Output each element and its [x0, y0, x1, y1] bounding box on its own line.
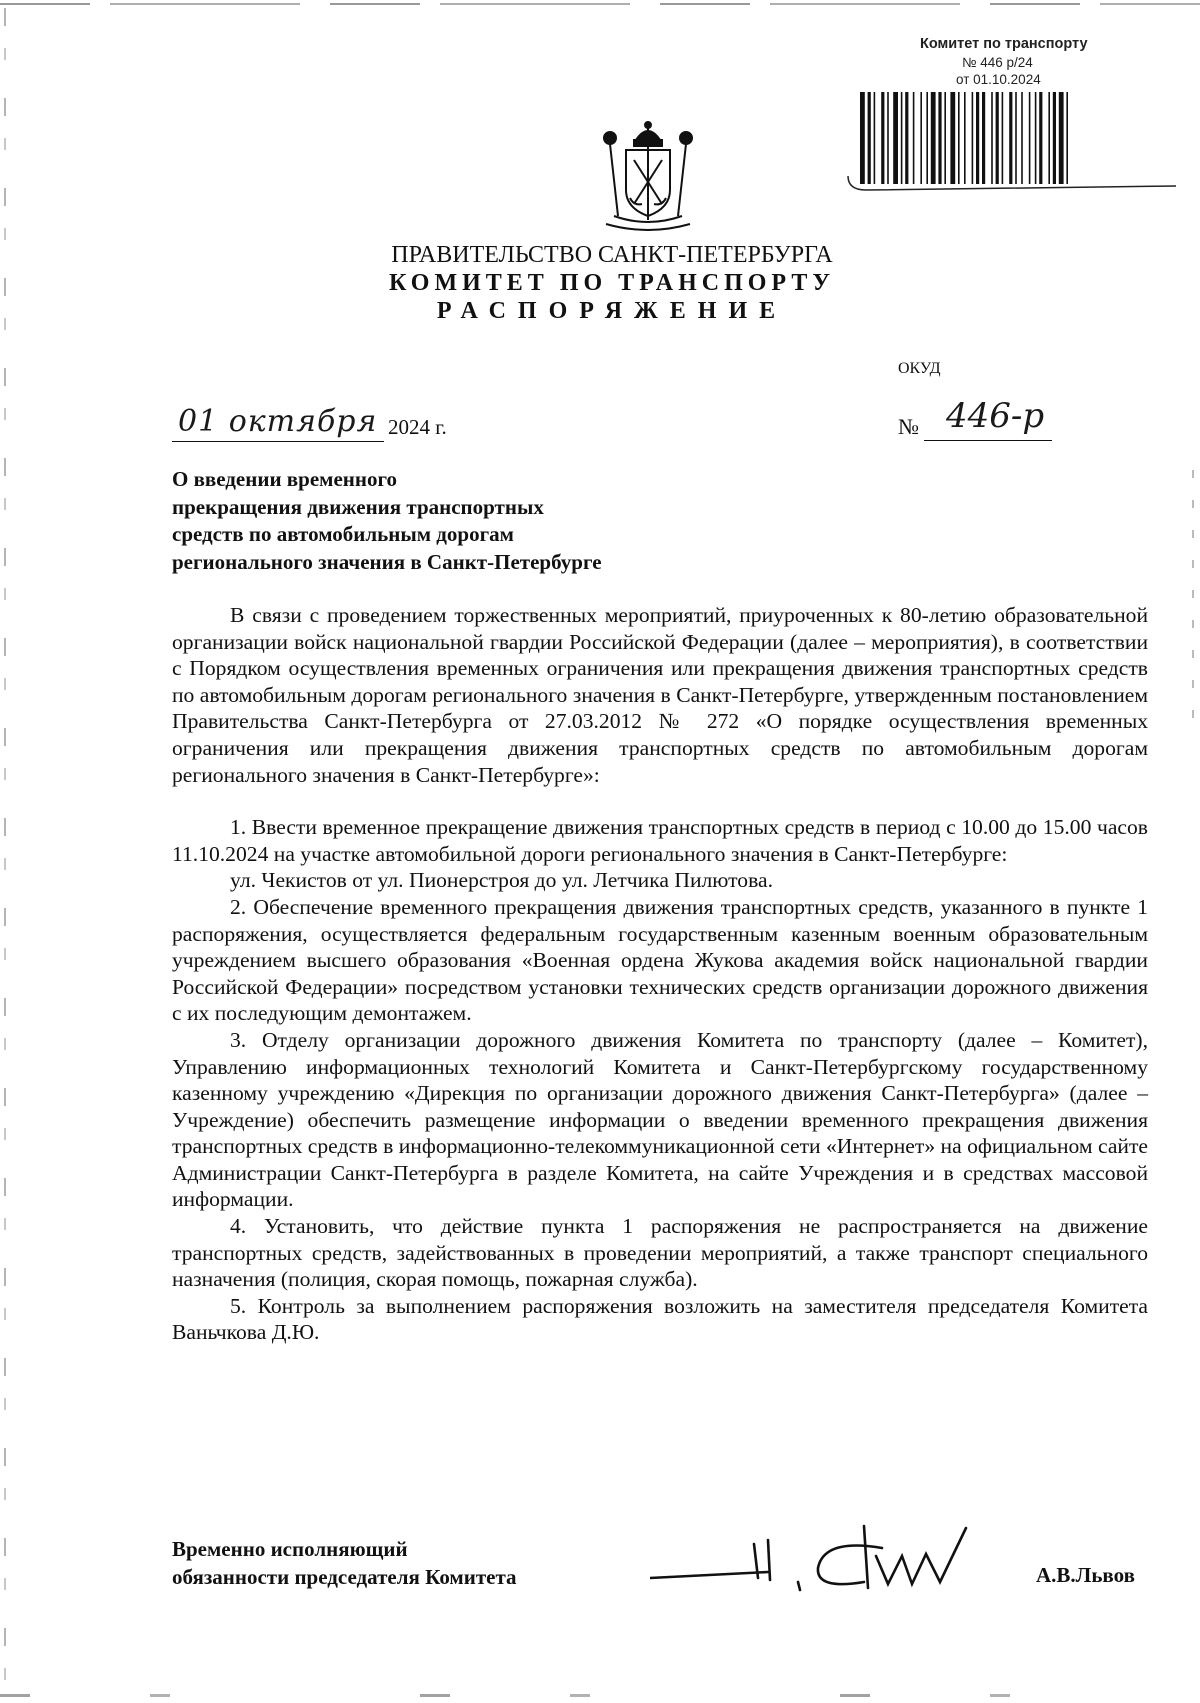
stamp-underline — [846, 174, 1192, 214]
scan-edge-right — [1192, 470, 1194, 720]
stamp-date: от 01.10.2024 — [956, 72, 1041, 87]
handwritten-date: 01 октября — [178, 404, 378, 439]
handwritten-number: 446-р — [946, 396, 1045, 436]
order-body — [172, 602, 1148, 1346]
document-type-title: РАСПОРЯЖЕНИЕ — [436, 298, 788, 324]
subject-line: О введении временного — [172, 467, 397, 491]
registration-stamp — [846, 34, 1192, 214]
scan-edge-top — [0, 3, 1200, 5]
item-1-paragraph: 1. Ввести временное прекращение движения транспортных средств в период с 10.00 до 15.00 часов 11.10.2024 на участке автомобильной дороги регионального значения в Санкт-Петербурге: — [172, 815, 1148, 866]
okud-label: ОКУД — [898, 360, 941, 377]
item-2-paragraph: 2. Обеспечение временного прекращения движения транспортных средств, указанного в пункте 1 распоряжения, осуществляется федеральным государственным казенным военным образовательным учреждением высшего образования «Военная ордена Жукова академия войск национальной гвардии Российской Федерации» посредством установки технических средств организации дорожного движения с их последующим демонтажем. — [172, 894, 1148, 1026]
signatory-title-line: обязанности председателя Комитета — [172, 1565, 517, 1589]
barcode-icon — [860, 92, 1160, 184]
order-subject — [172, 466, 602, 576]
order-date — [172, 404, 464, 444]
preamble-paragraph: В связи с проведением торжественных мероприятий, приуроченных к 80-летию образовательной организации войск национальной гвардии Российской Федерации (далее – мероприятия), в соответствии с Порядком осуществления временных ограничения или прекращения движения транспортных средств по автомобильным дорогам регионального значения в Санкт-Петербурге, утвержденным постановлением Правительства Санкт-Петербурга от 27.03.2012 № 272 «О порядке осуществления временных ограничения или прекращения движения транспортных средств по автомобильным дорогам регионального значения в Санкт-Петербурге»: — [172, 603, 1148, 787]
paragraph-gap — [172, 788, 1148, 814]
subject-line: регионального значения в Санкт-Петербурге — [172, 549, 602, 574]
subject-line: прекращения движения транспортных — [172, 494, 544, 519]
item-3-paragraph: 3. Отделу организации дорожного движения Комитета по транспорту (далее – Комитет), Управлению информационных технологий Комитета и Санкт-Петербургскому государственному казенному учреждению «Дирекция по организации дорожного движения Санкт-Петербурга» (далее – Учреждение) обеспечить размещение информации о введении временного прекращения движения транспортных средств в информационно-телекоммуникационной сети «Интернет» на официальном сайте Администрации Санкт-Петербурга в разделе Комитета, на сайте Учреждения и в средствах массовой информации. — [172, 1027, 1148, 1212]
item-1-street: ул. Чекистов от ул. Пионерстроя до ул. Летчика Пилютова. — [230, 868, 773, 893]
stamp-committee: Комитет по транспорту — [920, 36, 1088, 52]
signatory-title-line: Временно исполняющий — [172, 1537, 408, 1561]
date-year: 2024 г. — [388, 415, 447, 439]
coat-of-arms-icon — [600, 120, 696, 232]
signatory-name: А.В.Львов — [1036, 1563, 1135, 1587]
scan-edge-left — [4, 8, 6, 1688]
stamp-number: № 446 р/24 — [962, 55, 1033, 70]
order-number — [898, 396, 1068, 444]
subject-line: средств по автомобильным дорогам — [172, 522, 514, 546]
item-5-paragraph: 5. Контроль за выполнением распоряжения возложить на заместителя председателя Комитета Ваньчкова Д.Ю. — [172, 1293, 1148, 1345]
number-underline — [924, 440, 1052, 441]
date-underline — [172, 441, 384, 442]
item-4-paragraph: 4. Установить, что действие пункта 1 распоряжения не распространяется на движение транспортных средств, задействованных в проведении мероприятий, а также транспорт специального назначения (полиция, скорая помощь, пожарная служба). — [172, 1214, 1148, 1292]
signatory-title — [172, 1535, 517, 1591]
government-title: ПРАВИТЕЛЬСТВО САНКТ-ПЕТЕРБУРГА — [391, 242, 833, 268]
handwritten-signature-icon — [650, 1520, 1040, 1600]
scan-edge-bottom — [0, 1694, 1200, 1697]
committee-title: КОМИТЕТ ПО ТРАНСПОРТУ — [389, 270, 835, 296]
number-sign: № — [898, 414, 919, 439]
